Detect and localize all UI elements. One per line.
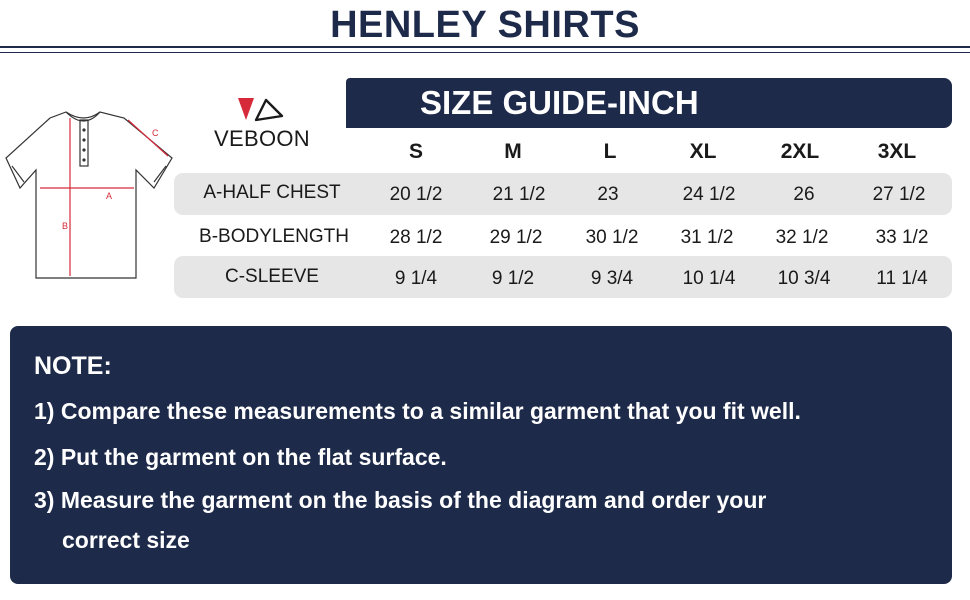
table-cell: 28 1/2 <box>389 227 443 248</box>
table-cell: 11 1/4 <box>876 268 928 289</box>
table-cell: 32 1/2 <box>775 227 829 248</box>
note-heading: NOTE: <box>34 352 112 380</box>
size-header-2xl: 2XL <box>780 140 820 163</box>
table-cell: 9 1/2 <box>491 268 535 289</box>
title-divider <box>0 46 970 48</box>
table-cell: 31 1/2 <box>680 227 734 248</box>
table-cell: 23 <box>597 184 619 205</box>
table-cell: 27 1/2 <box>872 184 926 205</box>
table-cell: 9 3/4 <box>590 268 634 289</box>
table-cell: 30 1/2 <box>585 227 639 248</box>
note-line-3-continued: correct size <box>62 527 190 553</box>
page-title: HENLEY SHIRTS <box>330 4 640 46</box>
note-line-2: 2) Put the garment on the flat surface. <box>34 444 447 470</box>
size-header-3xl: 3XL <box>877 140 917 163</box>
row-label: B-BODYLENGTH <box>199 226 349 247</box>
size-header-m: M <box>504 140 522 163</box>
diagram-label-a: A <box>106 191 113 201</box>
henley-shirt-diagram <box>4 108 176 284</box>
brand-name: VEBOON <box>214 126 310 151</box>
size-header-xl: XL <box>689 140 717 163</box>
table-cell: 24 1/2 <box>682 184 736 205</box>
table-cell: 9 1/4 <box>394 268 438 289</box>
table-cell: 29 1/2 <box>489 227 543 248</box>
size-guide-title: SIZE GUIDE-INCH <box>420 84 699 121</box>
row-label: A-HALF CHEST <box>203 182 341 203</box>
row-label: C-SLEEVE <box>225 266 319 287</box>
size-header-l: L <box>603 140 617 163</box>
sleeve-measure-line <box>128 120 168 156</box>
diagram-label-c: C <box>152 128 159 138</box>
table-cell: 10 3/4 <box>777 268 831 289</box>
note-line-1: 1) Compare these measurements to a similar garment that you fit well. <box>34 398 801 424</box>
table-cell: 21 1/2 <box>492 184 546 205</box>
table-cell: 33 1/2 <box>875 227 929 248</box>
table-cell: 10 1/4 <box>682 268 736 289</box>
size-header-s: S <box>408 140 423 163</box>
veboon-logo-icon <box>234 94 286 126</box>
diagram-label-b: B <box>62 221 69 231</box>
note-line-3: 3) Measure the garment on the basis of the diagram and order your <box>34 487 767 513</box>
table-cell: 20 1/2 <box>389 184 443 205</box>
title-divider-thin <box>0 52 970 53</box>
table-cell: 26 <box>793 184 815 205</box>
